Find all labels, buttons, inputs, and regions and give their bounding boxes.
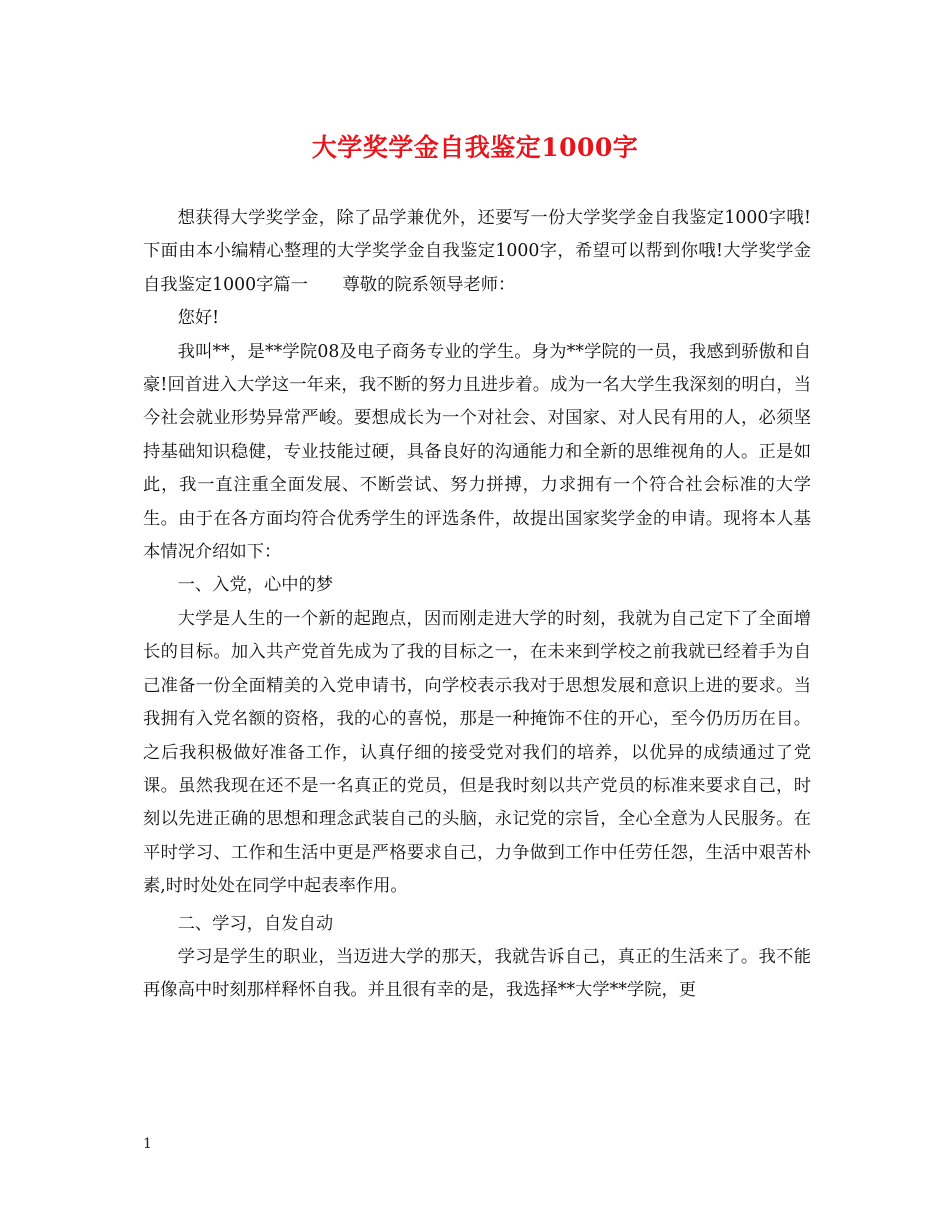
party-paragraph: 大学是人生的一个新的起跑点，因而刚走进大学的时刻，我就为自己定下了全面增长的目标。加入共产党首先成为了我的目标之一，在未来到学校之前我就已经着手为自己准备一份全面精美的入党申请书，向学校表示我对于思想发展和意识上进的要求。当我拥有入党名额的资格，我的心的喜悦，那是一种掩饰不住的开心，至今仍历历在目。之后我积极做好准备工作，认真仔细的接受党对我们的培养，以优异的成绩通过了党课。虽然我现在还不是一名真正的党员，但是我时刻以共产党员的标准来要求自己，时刻以先进正确的思想和理念武装自己的头脑，永记党的宗旨，全心全意为人民服务。在平时学习、工作和生活中更是严格要求自己，力争做到工作中任劳任怨，生活中艰苦朴素,时时处处在同学中起表率作用。 bbox=[143, 608, 811, 897]
greeting-paragraph: 您好! bbox=[177, 308, 220, 329]
page-number: 1 bbox=[143, 1136, 152, 1152]
study-paragraph: 学习是学生的职业，当迈进大学的那天，我就告诉自己，真正的生活来了。我不能再像高中时刻那样释怀自我。并且很有幸的是，我选择**大学**学院，更 bbox=[143, 946, 811, 1001]
document-body bbox=[143, 202, 811, 1008]
section-heading-party: 一、入党，心中的梦 bbox=[177, 575, 334, 596]
self-intro-paragraph: 我叫**，是**学院08及电子商务专业的学生。身为**学院的一员，我感到骄傲和自豪!回首进入大学这一年来，我不断的努力且进步着。成为一名大学生我深刻的明白，当今社会就业形势异常严峻。要想成长为一个对社会、对国家、对人民有用的人，必须坚持基础知识稳健，专业技能过硬，具备良好的沟通能力和全新的思维视角的人。正是如此，我一直注重全面发展、不断尝试、努力拼搏，力求拥有一个符合社会标准的大学生。由于在各方面均符合优秀学生的评选条件，故提出国家奖学金的申请。现将本人基本情况介绍如下： bbox=[143, 341, 811, 563]
intro-paragraph: 想获得大学奖学金，除了品学兼优外，还要写一份大学奖学金自我鉴定1000字哦!下面由本小编精心整理的大学奖学金自我鉴定1000字，希望可以帮到你哦!大学奖学金自我鉴定1000字篇一 尊敬的院系领导老师： bbox=[143, 208, 811, 295]
document-title: 大学奖学金自我鉴定1000字 bbox=[311, 133, 639, 162]
section-heading-study: 二、学习，自发自动 bbox=[177, 913, 334, 934]
